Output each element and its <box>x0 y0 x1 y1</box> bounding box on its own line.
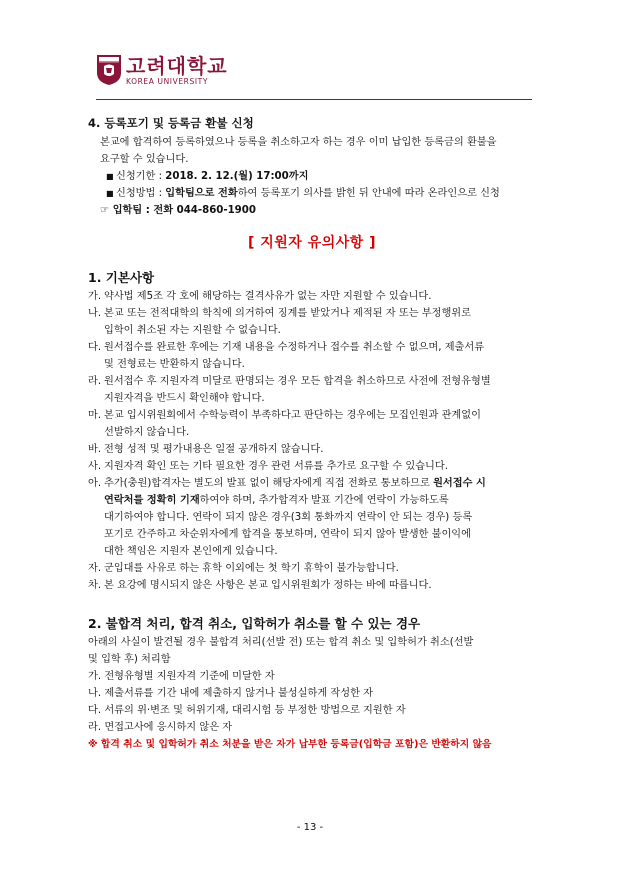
item-label: 라. <box>88 376 102 387</box>
sec1-item-ja <box>88 560 536 577</box>
method-bullet <box>88 185 536 202</box>
item-text: 및 전형료는 반환하지 않습니다. <box>104 359 245 370</box>
item-text: 전형 성적 및 평가내용은 일절 공개하지 않습니다. <box>104 444 324 455</box>
section4-intro-line1: 본교에 합격하여 등록하였으나 등록을 취소하고자 하는 경우 이미 납입한 등록금의 환불을 <box>100 137 497 148</box>
sec2-intro-line1: 아래의 사실이 발견될 경우 불합격 처리(선발 전) 또는 합격 취소 및 입학허가 취소(선발 <box>88 637 474 648</box>
logo-korean-name: 고려대학교 <box>126 53 228 78</box>
item-text-part: 하여야 하며, 추가합격자 발표 기간에 연락이 가능하도록 <box>199 495 449 506</box>
item-text: 본교 또는 전적대학의 학칙에 의거하여 징계를 받았거나 제적된 자 또는 부정행위로 <box>104 308 471 319</box>
item-text: 선발하지 않습니다. <box>104 427 190 438</box>
item-text-bold: 연락처를 정확히 기재 <box>104 495 200 506</box>
item-text <box>104 492 536 509</box>
item-text: 약사법 제5조 각 호에 해당하는 결격사유가 없는 자만 지원할 수 있습니다. <box>104 291 432 302</box>
admissions-contact <box>88 202 536 219</box>
sec1-item-ba <box>88 441 536 458</box>
sec1-item-ma <box>88 407 536 441</box>
item-label: 차. <box>88 580 102 591</box>
page-number: - 13 - <box>296 822 324 833</box>
item-label: 사. <box>88 461 102 472</box>
item-label: 다. <box>88 342 102 353</box>
sec1-heading: 1. 기본사항 <box>88 270 155 285</box>
item-text-part: 추가(충원)합격자는 별도의 발표 없이 해당자에게 직접 전화로 통보하므로 <box>104 478 434 489</box>
method-label: 신청방법 : <box>116 188 166 199</box>
item-label: 나. <box>88 308 102 319</box>
sec1-item-na <box>88 305 536 339</box>
item-text: 대한 책임은 지원자 본인에게 있습니다. <box>104 546 278 557</box>
item-text: 지원자격을 반드시 확인해야 합니다. <box>104 393 265 404</box>
item-text: 대기하여야 합니다. 연락이 되지 않은 경우(3회 통화까지 연락이 안 되는 경우) 등록 <box>104 512 473 523</box>
sec2-intro-line2: 및 입학 후) 처리함 <box>88 654 171 665</box>
pointing-hand-icon: ☞ <box>100 205 110 216</box>
refund-warning: ※ 합격 취소 및 입학허가 취소 처분을 받은 자가 납부한 등록금(입학금 포함)은 반환하지 않음 <box>88 739 492 750</box>
deadline-label: 신청기한 : <box>116 171 166 182</box>
contact-text: 입학팀 : 전화 044-860-1900 <box>112 205 256 216</box>
sec2-item-na: 나. 제출서류를 기간 내에 제출하지 않거나 불성실하게 작성한 자 <box>88 688 374 699</box>
square-bullet-icon: ■ <box>106 172 114 181</box>
sec2-item-da: 다. 서류의 위·변조 및 허위기재, 대리시험 등 부정한 방법으로 지원한 자 <box>88 705 406 716</box>
sec1-item-da <box>88 339 536 373</box>
section4-intro-line2: 요구할 수 있습니다. <box>100 154 189 165</box>
sec2-heading: 2. 불합격 처리, 합격 취소, 입학허가 취소를 할 수 있는 경우 <box>88 616 421 631</box>
item-label: 가. <box>88 291 102 302</box>
item-label: 자. <box>88 563 102 574</box>
logo-english-name: KOREA UNIVERSITY <box>126 76 209 86</box>
square-bullet-icon: ■ <box>106 189 114 198</box>
section4-heading: 4. 등록포기 및 등록금 환불 신청 <box>88 116 254 130</box>
sec1-item-sa <box>88 458 536 475</box>
sec1-item-cha <box>88 577 536 594</box>
method-rest: 하여 등록포기 의사를 밝힌 뒤 안내에 따라 온라인으로 신청 <box>237 188 500 199</box>
item-label: 바. <box>88 444 102 455</box>
item-text: 본 요강에 명시되지 않은 사항은 본교 입시위원회가 정하는 바에 따릅니다. <box>104 580 432 591</box>
item-text-bold: 원서접수 시 <box>433 478 486 489</box>
item-text: 본교 입시위원회에서 수학능력이 부족하다고 판단하는 경우에는 모집인원과 관계없이 <box>104 410 481 421</box>
sec1-item-ra <box>88 373 536 407</box>
item-text: 입학이 취소된 자는 지원할 수 없습니다. <box>104 325 281 336</box>
sec2-item-ga: 가. 전형유형별 지원자격 기준에 미달한 자 <box>88 671 275 682</box>
deadline-value: 2018. 2. 12.(월) 17:00까지 <box>165 171 309 182</box>
university-emblem-icon <box>96 54 122 86</box>
item-label: 아. <box>88 478 102 489</box>
university-logo <box>96 54 228 86</box>
deadline-bullet <box>88 168 536 185</box>
notice-title: [ 지원자 유의사항 ] <box>247 235 377 251</box>
sec1-item-ga <box>88 288 536 305</box>
method-bold: 입학팀으로 전화 <box>165 188 238 199</box>
header-divider <box>96 99 532 100</box>
item-text: 원서접수 후 지원자격 미달로 판명되는 경우 모든 합격을 취소하므로 사전에 전형유형별 <box>104 376 491 387</box>
item-text: 군입대를 사유로 하는 휴학 이외에는 첫 학기 휴학이 불가능합니다. <box>104 563 399 574</box>
item-text <box>104 475 536 492</box>
sec2-item-ra: 라. 면접고사에 응시하지 않은 자 <box>88 722 233 733</box>
item-text: 원서접수를 완료한 후에는 기재 내용을 수정하거나 접수를 취소할 수 없으며, 제출서류 <box>104 342 485 353</box>
item-label: 마. <box>88 410 102 421</box>
page-content <box>88 110 536 753</box>
sec1-item-a <box>88 475 536 560</box>
item-text: 지원자격 확인 또는 기타 필요한 경우 관련 서류를 추가로 요구할 수 있습니다. <box>104 461 448 472</box>
item-text: 포기로 간주하고 차순위자에게 합격을 통보하며, 연락이 되지 않아 발생한 불이익에 <box>104 529 471 540</box>
